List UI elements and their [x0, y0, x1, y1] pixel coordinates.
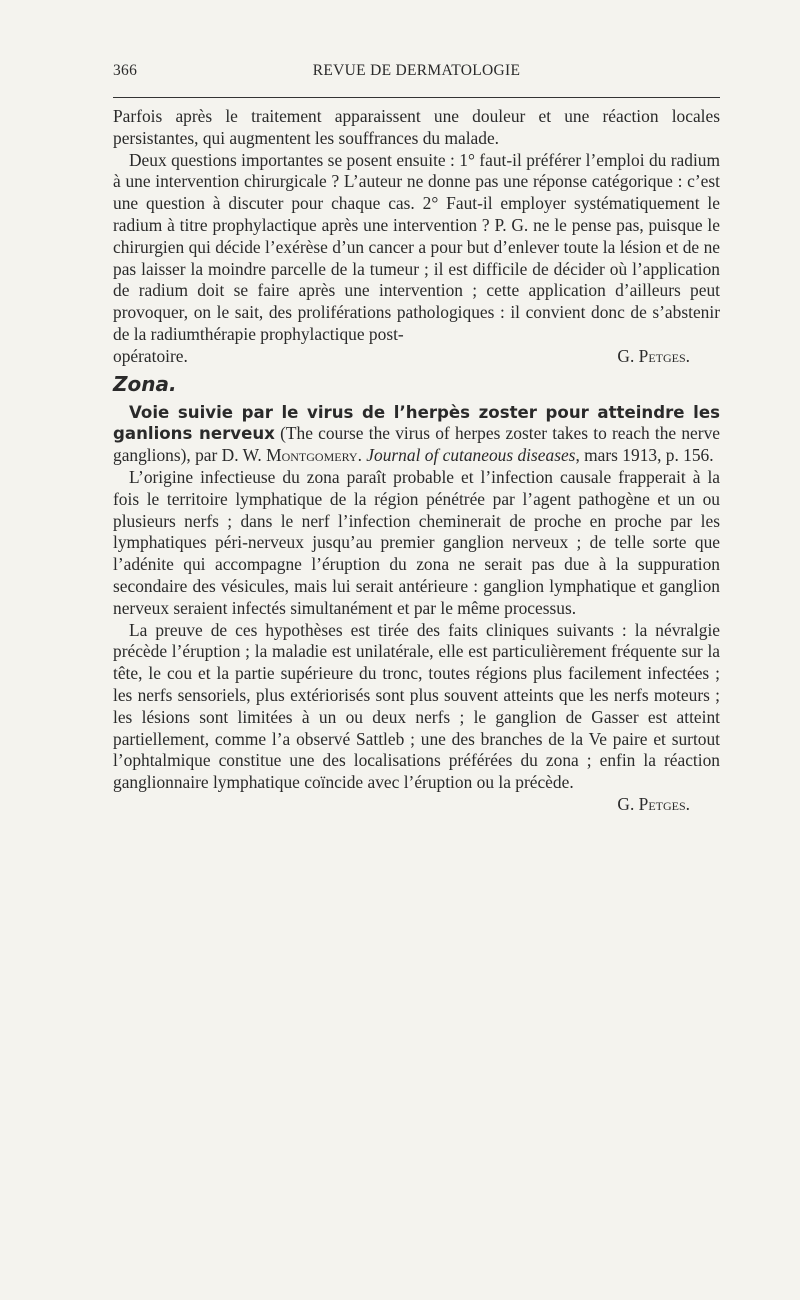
header-rule [113, 97, 720, 98]
paragraph-last-line [113, 346, 720, 368]
citation-period: . [357, 445, 367, 466]
article-citation [113, 402, 720, 467]
article-details: (The course the virus of herpes zoster takes to reach the nerve ganglions), par D. W. [113, 423, 720, 466]
article-author: Montgomery [266, 445, 358, 466]
running-title: REVUE DE DERMATOLOGIE [312, 62, 521, 79]
author-signature: G. Petges. [617, 793, 690, 814]
paragraph: Deux questions importantes se posent ensuite : 1° faut-il préférer l’emploi du radium à une intervention chirurgicale ? L’auteur ne donne pas une réponse catégorique : c’est une question à discuter pour chaque cas. 2° Faut-il employer systématiquement le radium à titre prophylactique après une intervention ? P. G. ne le pense pas, puisque le chirurgien qui décide l’exérèse d’un cancer a pour but d’enlever toute la lésion et de ne pas laisser la moindre parcelle de la tumeur ; il est difficile de décider où l’application de radium doit se faire après une intervention ; cette application d’ailleurs peut provoquer, on le sait, des proliférations pathologiques : il convient donc de s’abstenir de la radiumthérapie prophylactique post- [113, 149, 720, 344]
paragraph: Parfois après le traitement apparaissent une douleur et une réaction locales persistantes, qui augmentent les souffrances du malade. [113, 106, 720, 148]
article-body [113, 106, 720, 816]
author-signature: G. Petges. [617, 345, 690, 366]
paragraph: La preuve de ces hypothèses est tirée des faits cliniques suivants : la névralgie précède l’éruption ; la maladie est unilatérale, elle est particulièrement fréquente sur la tête, le cou et la partie supérieure du tronc, toutes régions plus facilement infectées ; les nerfs sensoriels, plus extériorisés sont plus souvent atteints que les nerfs moteurs ; les lésions sont limitées à un ou deux nerfs ; le ganglion de Gasser est atteint partiellement, comme l’a observé Sattleb ; une des branches de la Ve paire et surtout l’ophtalmique constitue une des localisations préférées du zona ; enfin la réaction ganglionnaire lymphatique coïncide avec l’éruption ou la précède. [113, 619, 720, 793]
paragraph-end: opératoire. [113, 345, 188, 366]
article-title: Voie suivie par le virus de l’herpès zoster pour atteindre les ganlions nerveux [113, 402, 720, 444]
page-number: 366 [113, 62, 138, 79]
paragraph: L’origine infectieuse du zona paraît probable et l’infection causale frapperait à la fois le territoire lymphatique de la région pénétrée par l’agent pathogène et un ou plusieurs nerfs ; dans le nerf l’infection cheminerait de proche en proche par les lymphatiques péri-nerveux jusqu’au premier ganglion nerveux ; de telle sorte que l’adénite qui accompagne l’éruption du zona ne serait pas due à la suppuration secondaire des vésicules, mais lui serait antérieure : ganglion lymphatique et ganglion nerveux seraient infectés simultanément et par le même processus. [113, 466, 720, 618]
citation-end: , mars 1913, p. 156. [575, 445, 714, 466]
journal-name: Journal of cutaneous diseases [366, 445, 576, 466]
page-header [113, 60, 720, 86]
section-heading: Zona. [113, 371, 177, 396]
